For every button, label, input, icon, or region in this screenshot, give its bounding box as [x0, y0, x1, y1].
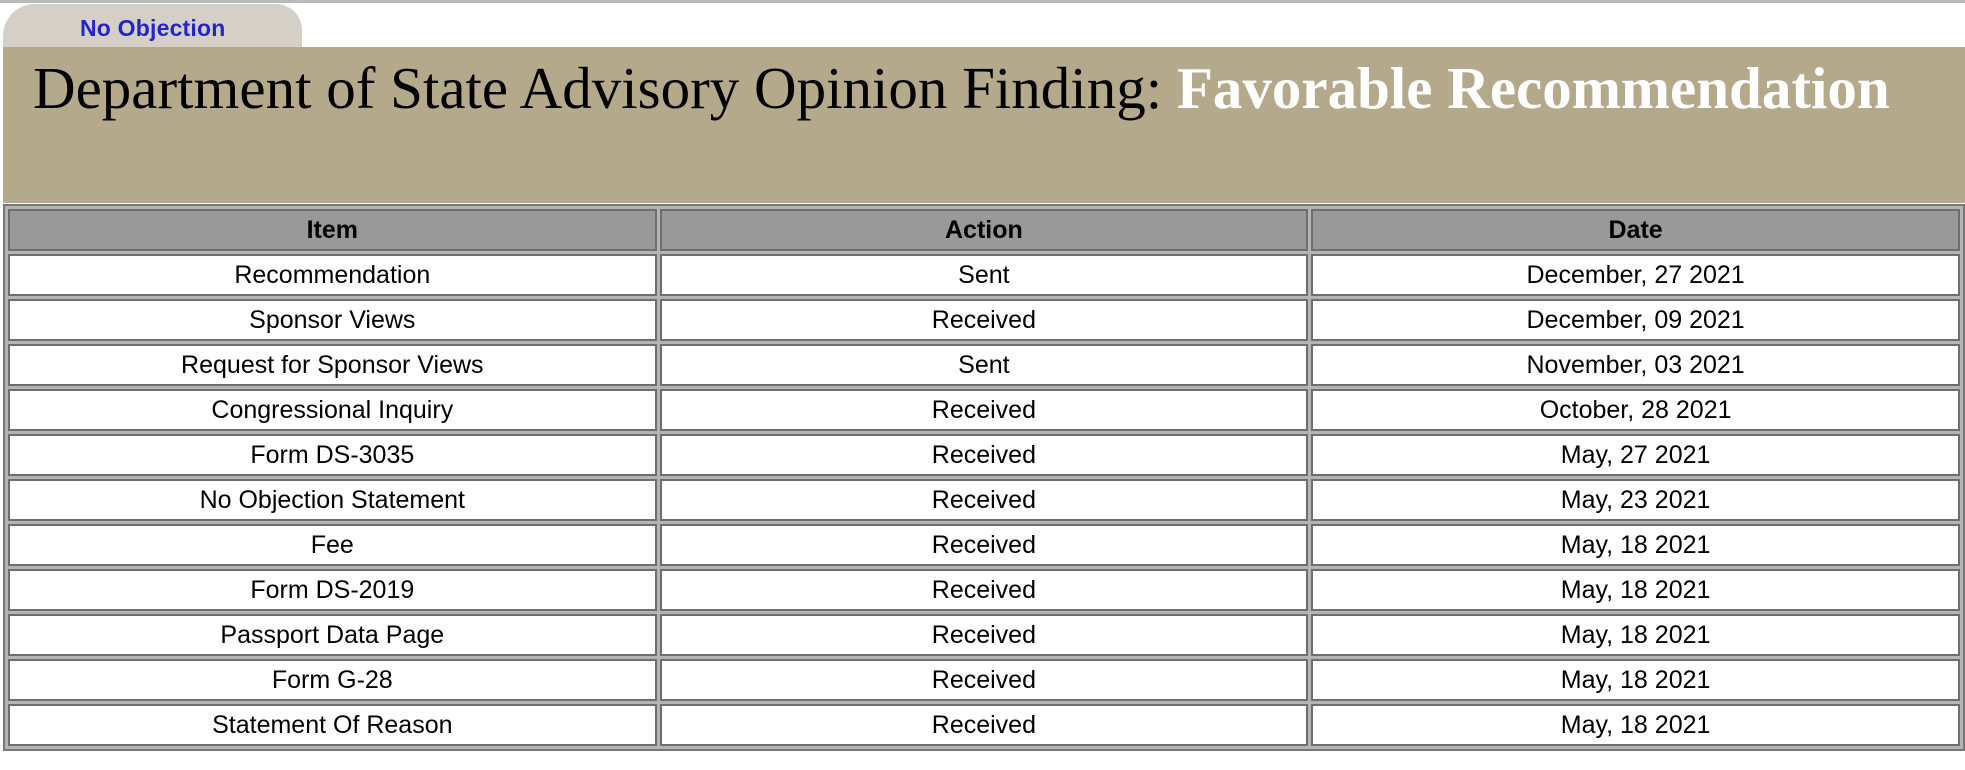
table-row [8, 299, 1960, 341]
cell-item: Form G-28 [8, 659, 657, 701]
cell-action: Received [660, 569, 1309, 611]
cell-item: Congressional Inquiry [8, 389, 657, 431]
table-row [8, 569, 1960, 611]
cell-item: Request for Sponsor Views [8, 344, 657, 386]
table-row [8, 614, 1960, 656]
cell-action: Sent [660, 344, 1309, 386]
cell-item: Statement Of Reason [8, 704, 657, 746]
cell-action: Received [660, 524, 1309, 566]
cell-item: Form DS-2019 [8, 569, 657, 611]
cell-action: Received [660, 614, 1309, 656]
table-row [8, 704, 1960, 746]
column-header-date: Date [1311, 209, 1960, 251]
cell-date: May, 18 2021 [1311, 524, 1960, 566]
table-row [8, 659, 1960, 701]
cell-item: Fee [8, 524, 657, 566]
window-top-border [0, 0, 1965, 3]
finding-result: Favorable Recommendation [1176, 55, 1890, 121]
cell-action: Received [660, 389, 1309, 431]
table-header-row [8, 209, 1960, 251]
cell-item: Passport Data Page [8, 614, 657, 656]
table-row [8, 254, 1960, 296]
cell-date: May, 18 2021 [1311, 614, 1960, 656]
cell-date: May, 18 2021 [1311, 704, 1960, 746]
cell-date: October, 28 2021 [1311, 389, 1960, 431]
table-row [8, 344, 1960, 386]
cell-item: Form DS-3035 [8, 434, 657, 476]
cell-date: May, 23 2021 [1311, 479, 1960, 521]
tab-label: No Objection [80, 15, 226, 41]
cell-action: Sent [660, 254, 1309, 296]
cell-item: No Objection Statement [8, 479, 657, 521]
cell-item: Recommendation [8, 254, 657, 296]
cell-action: Received [660, 479, 1309, 521]
column-header-item: Item [8, 209, 657, 251]
cell-date: May, 27 2021 [1311, 434, 1960, 476]
page-title-prefix: Department of State Advisory Opinion Finding: [33, 55, 1177, 121]
cell-date: November, 03 2021 [1311, 344, 1960, 386]
cell-date: December, 27 2021 [1311, 254, 1960, 296]
cell-date: May, 18 2021 [1311, 659, 1960, 701]
page-title [33, 53, 1890, 123]
table-row [8, 389, 1960, 431]
cell-item: Sponsor Views [8, 299, 657, 341]
tab-no-objection[interactable] [3, 4, 302, 48]
cell-action: Received [660, 704, 1309, 746]
status-history-table [3, 204, 1965, 751]
cell-action: Received [660, 434, 1309, 476]
cell-action: Received [660, 659, 1309, 701]
column-header-action: Action [660, 209, 1309, 251]
cell-action: Received [660, 299, 1309, 341]
cell-date: May, 18 2021 [1311, 569, 1960, 611]
table-row [8, 524, 1960, 566]
table-row [8, 479, 1960, 521]
cell-date: December, 09 2021 [1311, 299, 1960, 341]
table-row [8, 434, 1960, 476]
